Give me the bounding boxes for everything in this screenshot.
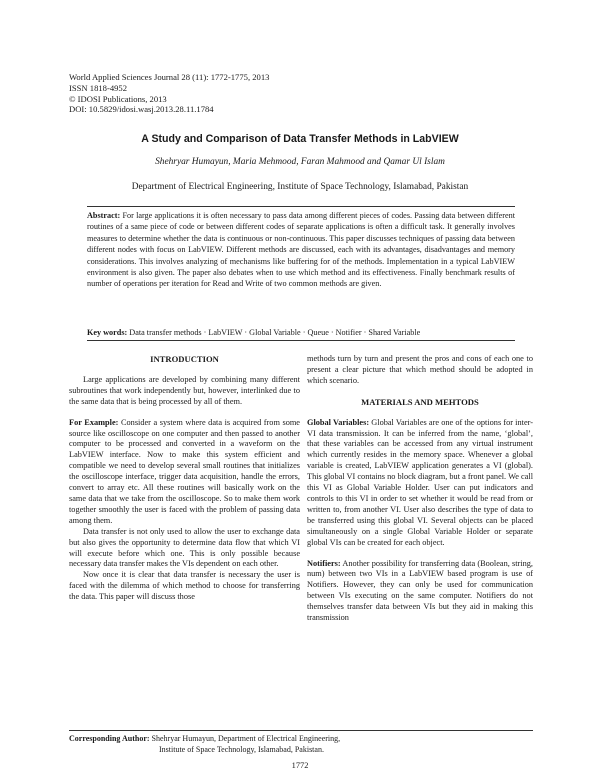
corresponding-author-name: Shehryar Humayun, Department of Electrical Engineering,	[149, 734, 341, 743]
corresponding-author-address: Institute of Space Technology, Islamabad, Pakistan.	[159, 744, 324, 754]
intro-continued-paragraph: methods turn by turn and present the pros and cons of each one to present a clear picture that which method should be adopted in which scenario.	[307, 354, 533, 385]
journal-citation: World Applied Sciences Journal 28 (11): 1772-1775, 2013	[69, 72, 270, 82]
keywords	[87, 327, 515, 338]
paper-title: A Study and Comparison of Data Transfer Methods in LabVIEW	[141, 133, 459, 145]
keywords-bottom-rule	[87, 340, 515, 341]
notifiers-label: Notifiers:	[307, 558, 341, 568]
abstract	[87, 210, 515, 290]
right-column	[307, 354, 533, 624]
abstract-top-rule	[87, 206, 515, 207]
keywords-text: Data transfer methods · LabVIEW · Global Variable · Queue · Notifier · Shared Variable	[127, 328, 421, 337]
author-list: Shehryar Humayun, Maria Mehmood, Faran Mahmood and Qamar Ul Islam	[155, 157, 445, 167]
abstract-label: Abstract:	[87, 211, 121, 220]
global-variables-text: Global Variables are one of the options for inter-VI data transmission. It can be inferred from the name, ‘global’, that these variables can be accessed from any virtual instrument which currently resides in the memory space. Whenever a global variable is created, LabVIEW application generates a VI (global). This global VI contains no block diagram, but a front panel. We call this VI as Global Variable Holder. User can put indicators and controls to this VI in order to set whether it would be read from or written to, from another VI. User also describes the type of data to be transferred using this global VI. Several objects can be placed simultaneously on a single Global Variable Holder or separate global VIs can be created for each object.	[307, 417, 533, 547]
keywords-label: Key words:	[87, 328, 128, 337]
issn: ISSN 1818-4952	[69, 82, 128, 93]
journal-header	[69, 72, 269, 115]
global-variables-label: Global Variables:	[307, 417, 370, 427]
intro-paragraph-1: Large applications are developed by combining many different subroutines that work independently but, however, interlinked due to the same data that is being processed by all of them.	[69, 374, 300, 406]
affiliation: Department of Electrical Engineering, Institute of Space Technology, Islamabad, Pakistan	[131, 182, 469, 192]
introduction-heading: INTRODUCTION	[150, 354, 219, 364]
corresponding-author-label: Corresponding Author:	[69, 734, 150, 743]
notifiers-text: Another possibility for transferring data (Boolean, string, num) between two VIs in a LabVIEW based program is use of Notifiers. However, they can only be used for communication between VIs executing on the same computer. Notifiers do not themselves transfer data between VIs but they aid in making this transmission	[307, 558, 533, 623]
page-number: 1772	[291, 761, 309, 770]
doi[interactable]: DOI: 10.5829/idosi.wasj.2013.28.11.1784	[69, 104, 214, 115]
left-column	[69, 354, 300, 603]
abstract-text: For large applications it is often necessary to pass data among different pieces of codes. Passing data between different routines of a same piece of code or between different codes of separate applications is often a difficult task. It generally involves measures to determine whether the data is continuous or non-continuous. This paper discusses techniques of passing data between different nodes with focus on LabVIEW. Different methods are discussed, each with its advantages, disadvantages and memory considerations. This involves analyzing of mechanisms like buffering for of the methods. Implementation in a typical LabVIEW environment is also given. The paper also debates when to use which method and its effectiveness. Finally benchmark results of number of operations per iteration for Read and Write of two common methods are given.	[87, 211, 515, 289]
notifiers-paragraph	[307, 559, 533, 624]
intro-paragraph-2	[69, 418, 300, 527]
intro-paragraph-2-text: Consider a system where data is acquired from some source like oscilloscope on one computer and then passed to another computer to be processed and converted in a waveform on the LabVIEW interface. Now to make this system efficient and compatible we need to develop several small routines that initializes the oscilloscope interface, trigger data acquisition, handle the errors, convert to array etc. All these routines will basically work on the same data that we take from the oscilloscope. So to make them work together smoothly the user is faced with the problem of passing data among them.	[69, 417, 300, 525]
corresponding-author-footnote	[69, 734, 340, 755]
footnote-rule	[69, 730, 533, 731]
for-example-label: For Example:	[69, 417, 119, 427]
copyright: © IDOSI Publications, 2013	[69, 93, 167, 104]
global-variables-paragraph	[307, 418, 533, 549]
intro-paragraph-3: Data transfer is not only used to allow the user to exchange data but also gives the opportunity to determine data flow that which VI will execute before which one. This is only possible because necessary data transfer makes the VIs dependent on each other.	[69, 526, 300, 569]
intro-paragraph-4: Now once it is clear that data transfer is necessary the user is faced with the dilemma of which method to choose for transferring the data. This paper will discuss those	[69, 570, 300, 602]
methods-heading: MATERIALS AND MEHTODS	[361, 396, 479, 407]
